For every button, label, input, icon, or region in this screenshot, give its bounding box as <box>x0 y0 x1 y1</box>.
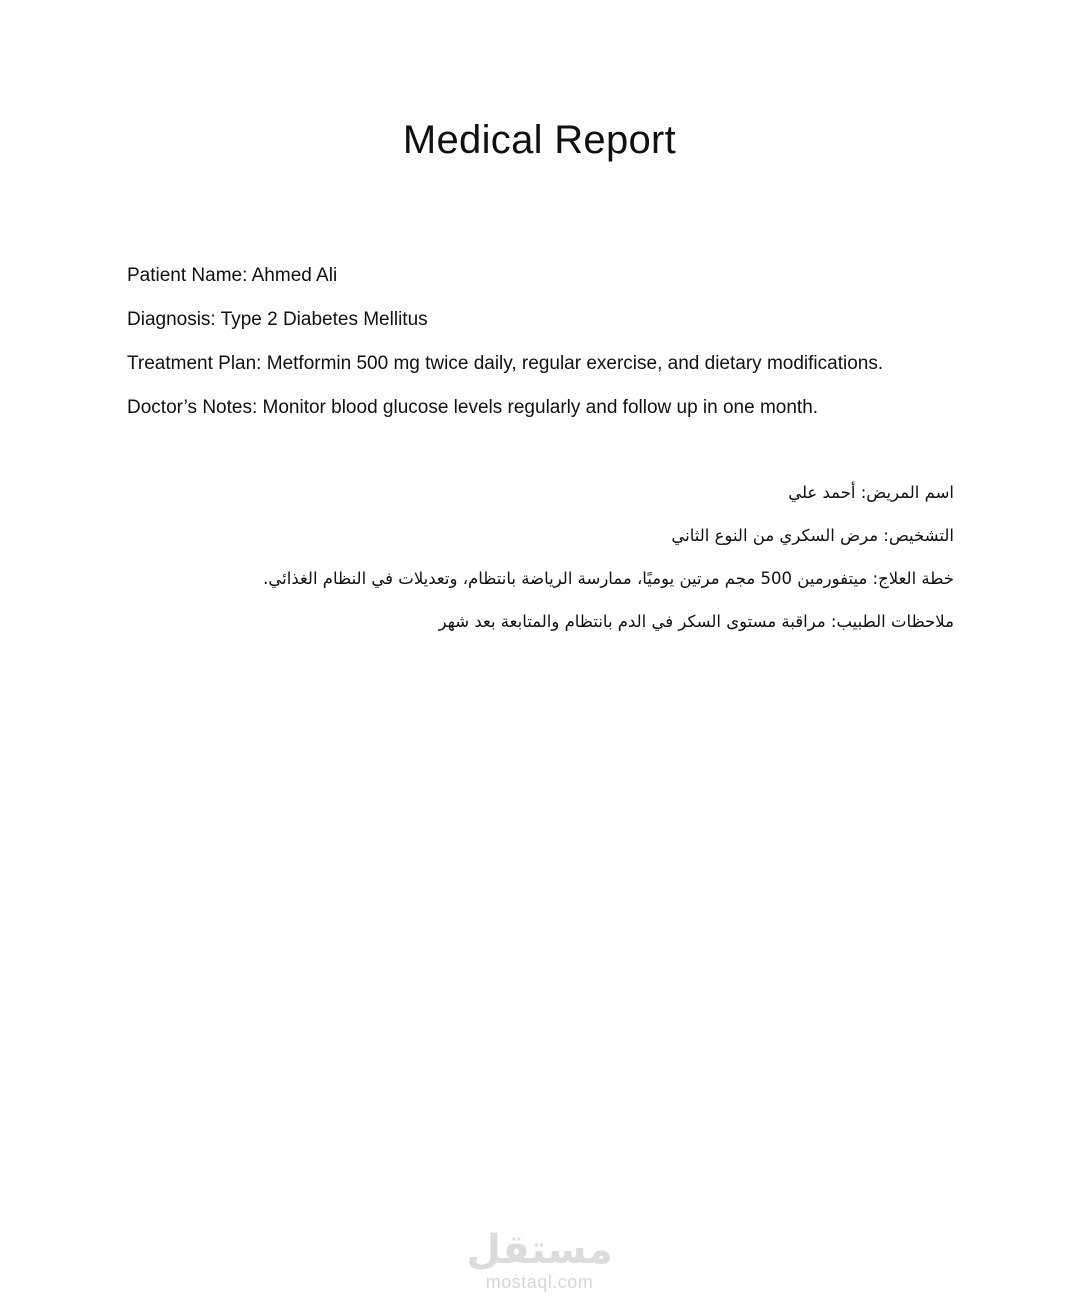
english-section <box>127 262 1007 438</box>
watermark-logo: مستقل <box>466 1227 613 1273</box>
watermark-url: mostaql.com <box>485 1272 594 1292</box>
diagnosis-en: Diagnosis: Type 2 Diabetes Mellitus <box>127 309 428 330</box>
treatment-plan-ar: خطة العلاج: ميتفورمين 500 مجم مرتين يوميًا، ممارسة الرياضة بانتظام، وتعديلات في النظام الغذائي. <box>263 569 954 588</box>
doctor-notes-ar: ملاحظات الطبيب: مراقبة مستوى السكر في الدم بانتظام والمتابعة بعد شهر <box>438 612 954 631</box>
patient-name-ar: اسم المريض: أحمد علي <box>788 483 954 502</box>
doctor-notes-en: Doctor’s Notes: Monitor blood glucose levels regularly and follow up in one month. <box>127 397 819 418</box>
arabic-section <box>134 480 954 652</box>
treatment-plan-en: Treatment Plan: Metformin 500 mg twice daily, regular exercise, and dietary modifications. <box>127 353 884 374</box>
report-title: Medical Report <box>402 118 677 162</box>
diagnosis-ar: التشخيص: مرض السكري من النوع الثاني <box>671 526 954 545</box>
patient-name-en: Patient Name: Ahmed Ali <box>127 265 338 286</box>
mostaql-watermark <box>0 1228 1079 1292</box>
